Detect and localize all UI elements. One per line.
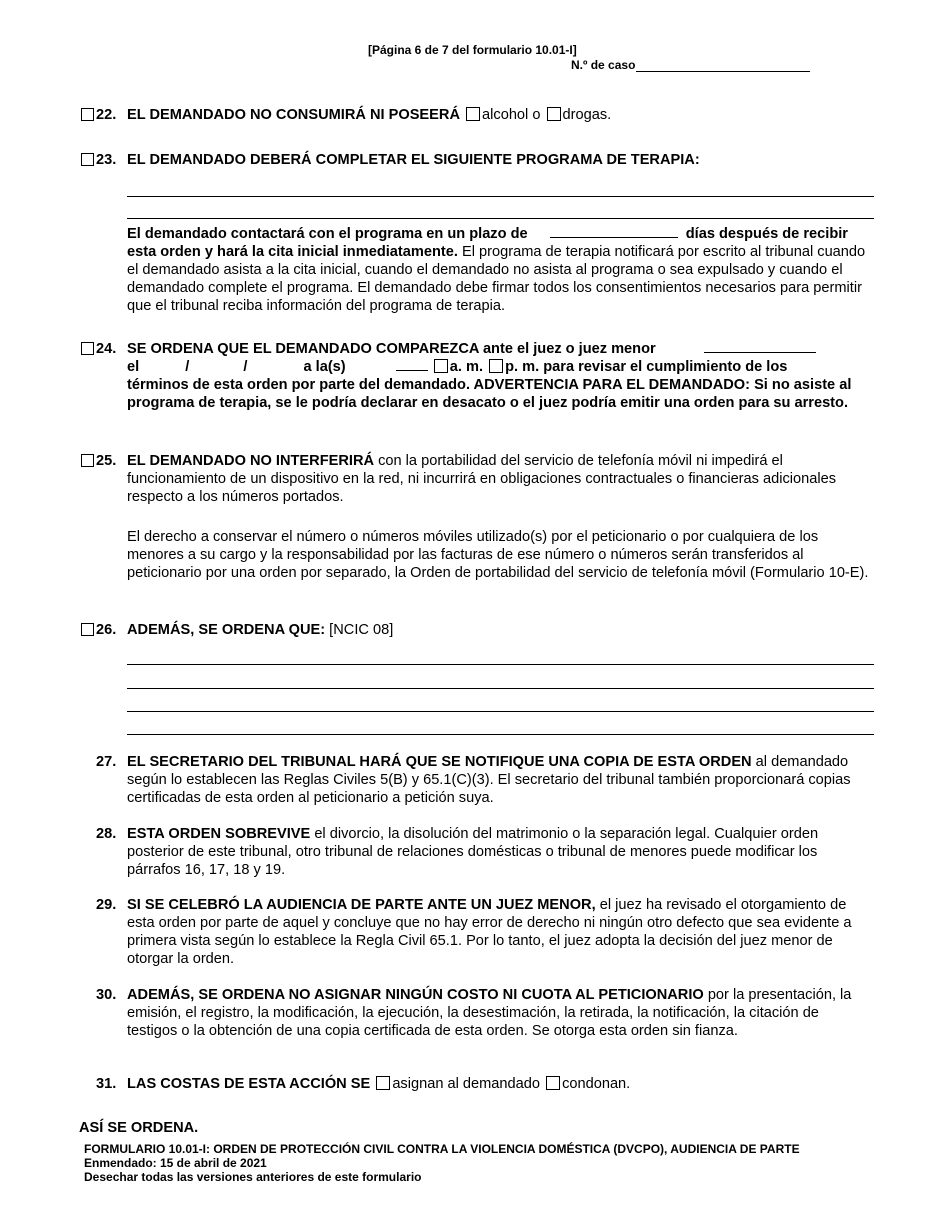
- time-blank[interactable]: [396, 358, 428, 371]
- costs-waived-label: condonan.: [562, 1076, 631, 1092]
- item-28-text: [127, 825, 869, 879]
- costs-assigned-label: asignan al demandado: [392, 1076, 540, 1092]
- costs-waived-checkbox[interactable]: [546, 1076, 560, 1090]
- pm-checkbox[interactable]: [489, 359, 503, 373]
- contact-text-rest: El programa de terapia notificará por escrito al tribunal cuando el demandado asista a la cita inicial, cuando el demandado no asista al programa o sea expulsado y cuando el demandado complete el programa. El demandado debe firmar todos los consentimientos necesarios para permitir que el tribunal reciba información del programa de terapia.: [127, 244, 866, 314]
- item-24-number: 24.: [96, 341, 117, 357]
- costs-assigned-checkbox[interactable]: [376, 1076, 390, 1090]
- time-label: a la(s): [303, 359, 346, 375]
- drugs-label: drogas.: [562, 107, 612, 123]
- item-30-text: [127, 986, 869, 1040]
- item-22-text: [127, 106, 869, 124]
- additional-orders-line-4[interactable]: [127, 734, 874, 735]
- item-25-body: con la portabilidad del servicio de telefonía móvil ni impedirá el funcionamiento de un dispositivo en la red, ni incurrirá en obligaciones contractuales o financieras adicionales respecto a los números portados.: [127, 453, 837, 505]
- item-24-checkbox[interactable]: [81, 342, 94, 355]
- additional-orders-line-3[interactable]: [127, 711, 874, 712]
- item-31-heading: LAS COSTAS DE ESTA ACCIÓN SE: [127, 1076, 371, 1092]
- item-25-checkbox[interactable]: [81, 454, 94, 467]
- item-25-number: 25.: [96, 453, 117, 469]
- drugs-checkbox[interactable]: [547, 107, 561, 121]
- item-27-heading: EL SECRETARIO DEL TRIBUNAL HARÁ QUE SE NOTIFIQUE UNA COPIA DE ESTA ORDEN: [127, 754, 752, 770]
- item-26-number: 26.: [96, 622, 117, 638]
- item-26-ncic: [NCIC 08]: [325, 622, 394, 638]
- item-26-checkbox[interactable]: [81, 623, 94, 636]
- item-25-text: [127, 452, 869, 506]
- so-ordered: ASÍ SE ORDENA.: [79, 1120, 199, 1136]
- item-31-number: 31.: [96, 1076, 117, 1092]
- item-29-number: 29.: [96, 897, 117, 913]
- additional-orders-line-1[interactable]: [127, 664, 874, 665]
- item-28-number: 28.: [96, 826, 117, 842]
- am-checkbox[interactable]: [434, 359, 448, 373]
- item-22-heading: EL DEMANDADO NO CONSUMIRÁ NI POSEERÁ: [127, 107, 460, 123]
- additional-orders-line-2[interactable]: [127, 688, 874, 689]
- item-24-line-1: [127, 340, 869, 358]
- case-number-field: [571, 58, 810, 72]
- footer-form-title: FORMULARIO 10.01-I: ORDEN DE PROTECCIÓN CIVIL CONTRA LA VIOLENCIA DOMÉSTICA (DVCPO), AUDIENCIA DE PARTE: [84, 1142, 800, 1156]
- item-24-warning: términos de esta orden por parte del demandado. ADVERTENCIA PARA EL DEMANDADO: Si no asiste al programa de terapia, se le podría declarar en desacato o el juez podría emitir una orden para su arresto.: [127, 377, 852, 411]
- item-27-body: al demandado según lo establecen las Reglas Civiles 5(B) y 65.1(C)(3). El secretario del tribunal también proporcionará copias certificadas de esta orden al peticionario a petición suya.: [127, 754, 851, 806]
- item-24-line-2: [127, 358, 869, 376]
- case-number-label: N.º de caso: [571, 58, 636, 72]
- item-23-heading: EL DEMANDADO DEBERÁ COMPLETAR EL SIGUIENTE PROGRAMA DE TERAPIA:: [127, 152, 700, 168]
- el-label: el: [127, 359, 140, 375]
- judge-name-blank[interactable]: [704, 340, 816, 353]
- case-number-blank[interactable]: [636, 59, 810, 72]
- item-28-body: el divorcio, la disolución del matrimonio o la separación legal. Cualquier orden posterior de este tribunal, otro tribunal de relaciones domésticas o tribunal de menores puede modificar los párrafos 16, 17, 18 y 19.: [127, 826, 819, 878]
- contact-text-b: días después de: [685, 226, 800, 242]
- item-24-heading: SE ORDENA QUE EL DEMANDADO COMPAREZCA ante el juez o juez menor: [127, 341, 656, 357]
- date-slash-2: /: [243, 359, 248, 375]
- item-26-text: [127, 621, 869, 639]
- item-28-heading: ESTA ORDEN SOBREVIVE: [127, 826, 311, 842]
- item-27-text: [127, 753, 869, 807]
- footer-discard-notice: Desechar todas las versiones anteriores de este formulario: [84, 1170, 422, 1184]
- item-29-heading: SI SE CELEBRÓ LA AUDIENCIA DE PARTE ANTE UN JUEZ MENOR,: [127, 897, 596, 913]
- pm-label: p. m. para revisar el cumplimiento de los: [505, 359, 788, 375]
- item-25-paragraph-2: El derecho a conservar el número o números móviles utilizado(s) por el peticionario o por cualquiera de los menores a su cargo y la responsabilidad por las facturas de ese número o números serán transferidos al peticionario por una orden por separado, la Orden de portabilidad del servicio de telefonía móvil (Formulario 10-E).: [127, 529, 869, 581]
- contact-text-a: El demandado contactará con el programa en un plazo de: [127, 226, 528, 242]
- therapy-program-line-2[interactable]: [127, 218, 874, 219]
- am-label: a. m.: [449, 359, 484, 375]
- footer-amended: Enmendado: 15 de abril de 2021: [84, 1156, 267, 1170]
- item-22-checkbox[interactable]: [81, 108, 94, 121]
- contact-text-c: recibir esta orden y hará la cita inicial inmediatamente.: [127, 226, 848, 260]
- item-30-heading: ADEMÁS, SE ORDENA NO ASIGNAR NINGÚN COSTO NI CUOTA AL PETICIONARIO: [127, 987, 704, 1003]
- item-22-number: 22.: [96, 107, 117, 123]
- item-23-checkbox[interactable]: [81, 153, 94, 166]
- alcohol-checkbox[interactable]: [466, 107, 480, 121]
- item-30-body: por la presentación, la emisión, el registro, la modificación, la ejecución, la desestimación, la retirada, la notificación, la citación de testigos o la obtención de una copia certificada de esta orden. Se otorga esta orden sin fianza.: [127, 987, 852, 1039]
- item-30-number: 30.: [96, 987, 117, 1003]
- item-31-text: [127, 1075, 869, 1093]
- item-26-heading: ADEMÁS, SE ORDENA QUE:: [127, 622, 326, 638]
- item-23-contact-text: [127, 225, 869, 315]
- item-25-heading: EL DEMANDADO NO INTERFERIRÁ: [127, 453, 375, 469]
- page-indicator: [Página 6 de 7 del formulario 10.01-I]: [368, 43, 577, 57]
- item-29-body: el juez ha revisado el otorgamiento de esta orden por parte de aquel y concluye que no hay error de derecho ni ningún otro defecto que sea evidente a primera vista según lo establece la Regla Civil 65.1. Por lo tanto, el juez adopta la decisión del juez menor de otorgar la orden.: [127, 897, 852, 967]
- item-23-number: 23.: [96, 152, 117, 168]
- alcohol-label: alcohol o: [482, 107, 541, 123]
- therapy-program-line-1[interactable]: [127, 196, 874, 197]
- days-blank[interactable]: [550, 225, 678, 238]
- date-slash-1: /: [185, 359, 190, 375]
- item-27-number: 27.: [96, 754, 117, 770]
- item-29-text: [127, 896, 869, 968]
